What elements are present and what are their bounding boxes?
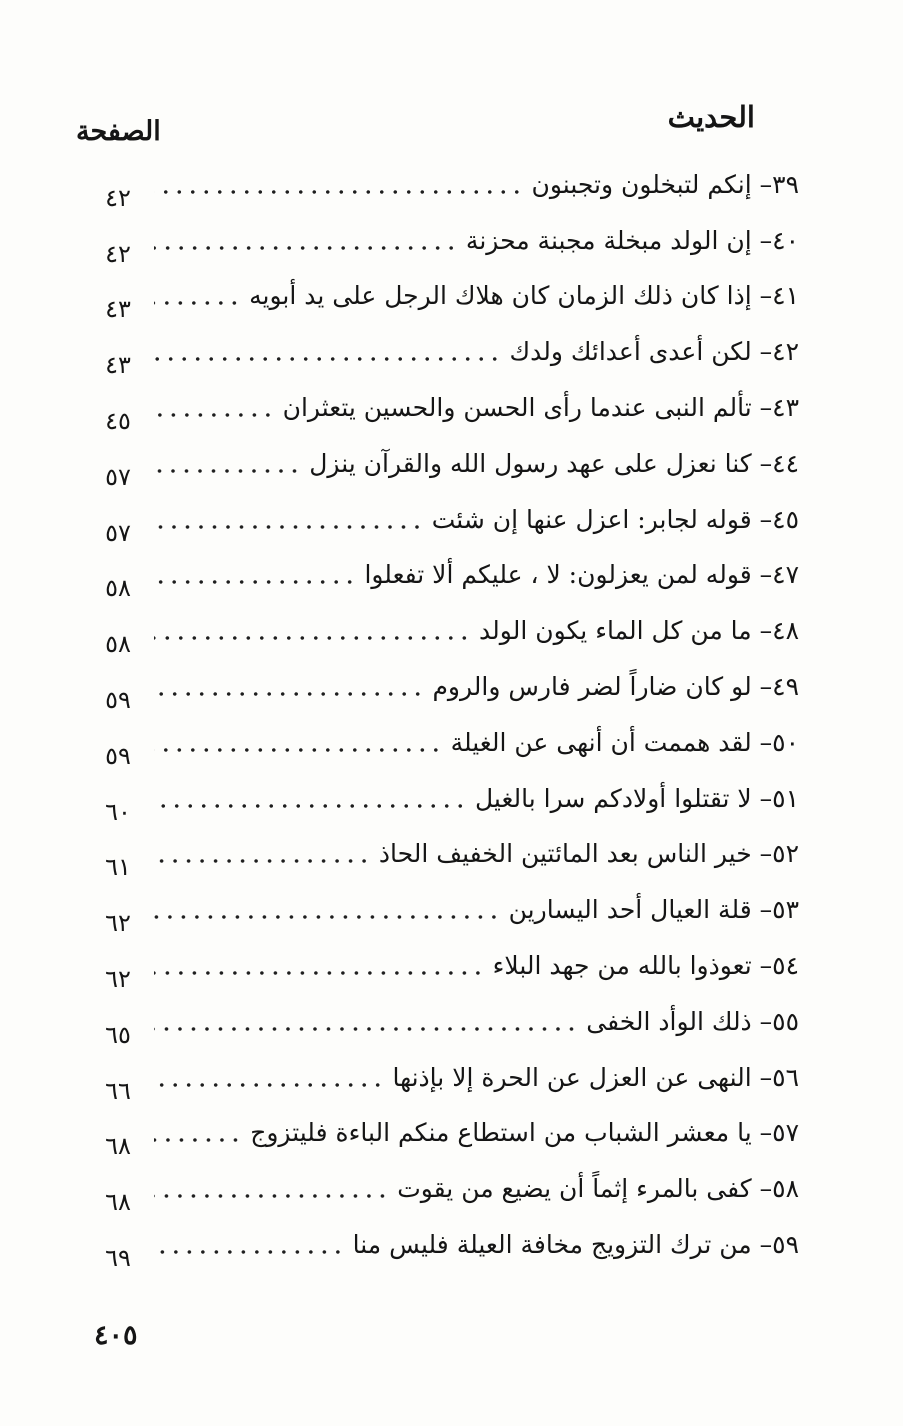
index-entry [92, 774, 799, 830]
index-entry [92, 941, 799, 997]
dot-leader [154, 1026, 578, 1032]
entry-page-number: ٤٢ [105, 183, 131, 212]
index-entry [92, 439, 799, 495]
dot-leader [154, 412, 275, 418]
entry-title: ٤٢– لكن أعدى أعدائك ولدك [509, 337, 799, 367]
entry-page-number: ٦٢ [105, 909, 131, 938]
index-entry [92, 272, 799, 328]
dot-leader [154, 524, 424, 530]
entry-title: ٤٩– لو كان ضاراً لضر فارس والروم [432, 671, 799, 701]
entry-page-number: ٦٢ [105, 964, 131, 993]
dot-leader [154, 1137, 242, 1143]
dot-leader [154, 803, 467, 809]
dot-leader [154, 1082, 384, 1088]
entry-title: ٤٥– قوله لجابر: اعزل عنها إن شئت [431, 504, 799, 534]
entry-page-number: ٥٩ [105, 741, 131, 770]
dot-leader [154, 635, 471, 641]
entry-title: ٥٩– من ترك التزويج مخافة العيلة فليس منا [352, 1229, 799, 1259]
index-entry [92, 383, 799, 439]
index-entry [92, 216, 799, 272]
entry-page-number: ٥٩ [105, 685, 131, 714]
entry-title: ٥١– لا تقتلوا أولادكم سرا بالغيل [474, 783, 799, 813]
index-entry [92, 885, 799, 941]
entry-title: ٤٨– ما من كل الماء يكون الولد [479, 616, 799, 646]
dot-leader [154, 858, 371, 864]
entry-title: ٤٣– تألم النبى عندما رأى الحسن والحسين يتعثران [282, 392, 799, 422]
index-entry [92, 551, 799, 607]
entry-title: ٤١– إذا كان ذلك الزمان كان هلاك الرجل على يد أبويه [249, 281, 799, 311]
entry-page-number: ٦٨ [105, 1188, 131, 1217]
dot-leader [154, 579, 356, 585]
entry-title: ٥٧– يا معشر الشباب من استطاع منكم الباءة فليتزوج [250, 1118, 799, 1148]
column-header-page: الصفحة [76, 116, 161, 147]
entry-page-number: ٦٨ [105, 1132, 131, 1161]
entry-title: ٥٤– تعوذوا بالله من جهد البلاء [492, 950, 799, 980]
entry-title: ٤٠– إن الولد مبخلة مجبنة محزنة [465, 225, 799, 255]
entry-page-number: ٥٨ [105, 630, 131, 659]
entry-page-number: ٦٩ [105, 1243, 131, 1272]
entry-page-number: ٦١ [105, 853, 131, 882]
entry-page-number: ٥٨ [105, 574, 131, 603]
dot-leader [154, 970, 485, 976]
entry-title: ٥٦– النهى عن العزل عن الحرة إلا بإذنها [392, 1062, 799, 1092]
index-entries [92, 160, 799, 1276]
index-entry [92, 830, 799, 886]
dot-leader [154, 1249, 345, 1255]
dot-leader [154, 914, 501, 920]
column-header-hadith: الحديث [667, 100, 755, 134]
dot-leader [154, 189, 524, 195]
index-entry [92, 160, 799, 216]
index-entry [92, 718, 799, 774]
entry-title: ٥٣– قلة العيال أحد اليسارين [508, 895, 799, 925]
index-entry [92, 1220, 799, 1276]
entry-page-number: ٦٥ [105, 1020, 131, 1049]
entry-page-number: ٦٠ [105, 797, 131, 826]
entry-title: ٥٠– لقد هممت أن أنهى عن الغيلة [450, 727, 799, 757]
dot-leader [154, 691, 424, 697]
entry-title: ٤٧– قوله لمن يعزلون: لا ، عليكم ألا تفعلوا [364, 560, 799, 590]
index-entry [92, 1164, 799, 1220]
entry-page-number: ٤٣ [105, 351, 131, 380]
entry-title: ٤٤– كنا نعزل على عهد رسول الله والقرآن ينزل [309, 448, 799, 478]
index-entry [92, 327, 799, 383]
entry-page-number: ٦٦ [105, 1076, 131, 1105]
entry-title: ٥٥– ذلك الوأد الخفى [586, 1006, 799, 1036]
dot-leader [154, 1193, 389, 1199]
index-entry [92, 662, 799, 718]
entry-title: ٥٢– خير الناس بعد المائتين الخفيف الحاذ [378, 839, 799, 869]
index-entry [92, 1053, 799, 1109]
dot-leader [154, 468, 301, 474]
index-entry [92, 997, 799, 1053]
index-entry [92, 495, 799, 551]
dot-leader [154, 300, 241, 306]
index-entry [92, 1109, 799, 1165]
entry-title: ٣٩– إنكم لتبخلون وتجبنون [531, 169, 799, 199]
entry-page-number: ٤٢ [105, 239, 131, 268]
dot-leader [154, 245, 458, 251]
page-number: ٤٠٥ [94, 1320, 138, 1351]
entry-page-number: ٤٥ [105, 406, 131, 435]
index-entry [92, 606, 799, 662]
entry-title: ٥٨– كفى بالمرء إثماً أن يضيع من يقوت [397, 1174, 799, 1204]
entry-page-number: ٥٧ [105, 462, 131, 491]
dot-leader [154, 356, 501, 362]
entry-page-number: ٤٣ [105, 295, 131, 324]
entry-page-number: ٥٧ [105, 518, 131, 547]
dot-leader [154, 747, 443, 753]
